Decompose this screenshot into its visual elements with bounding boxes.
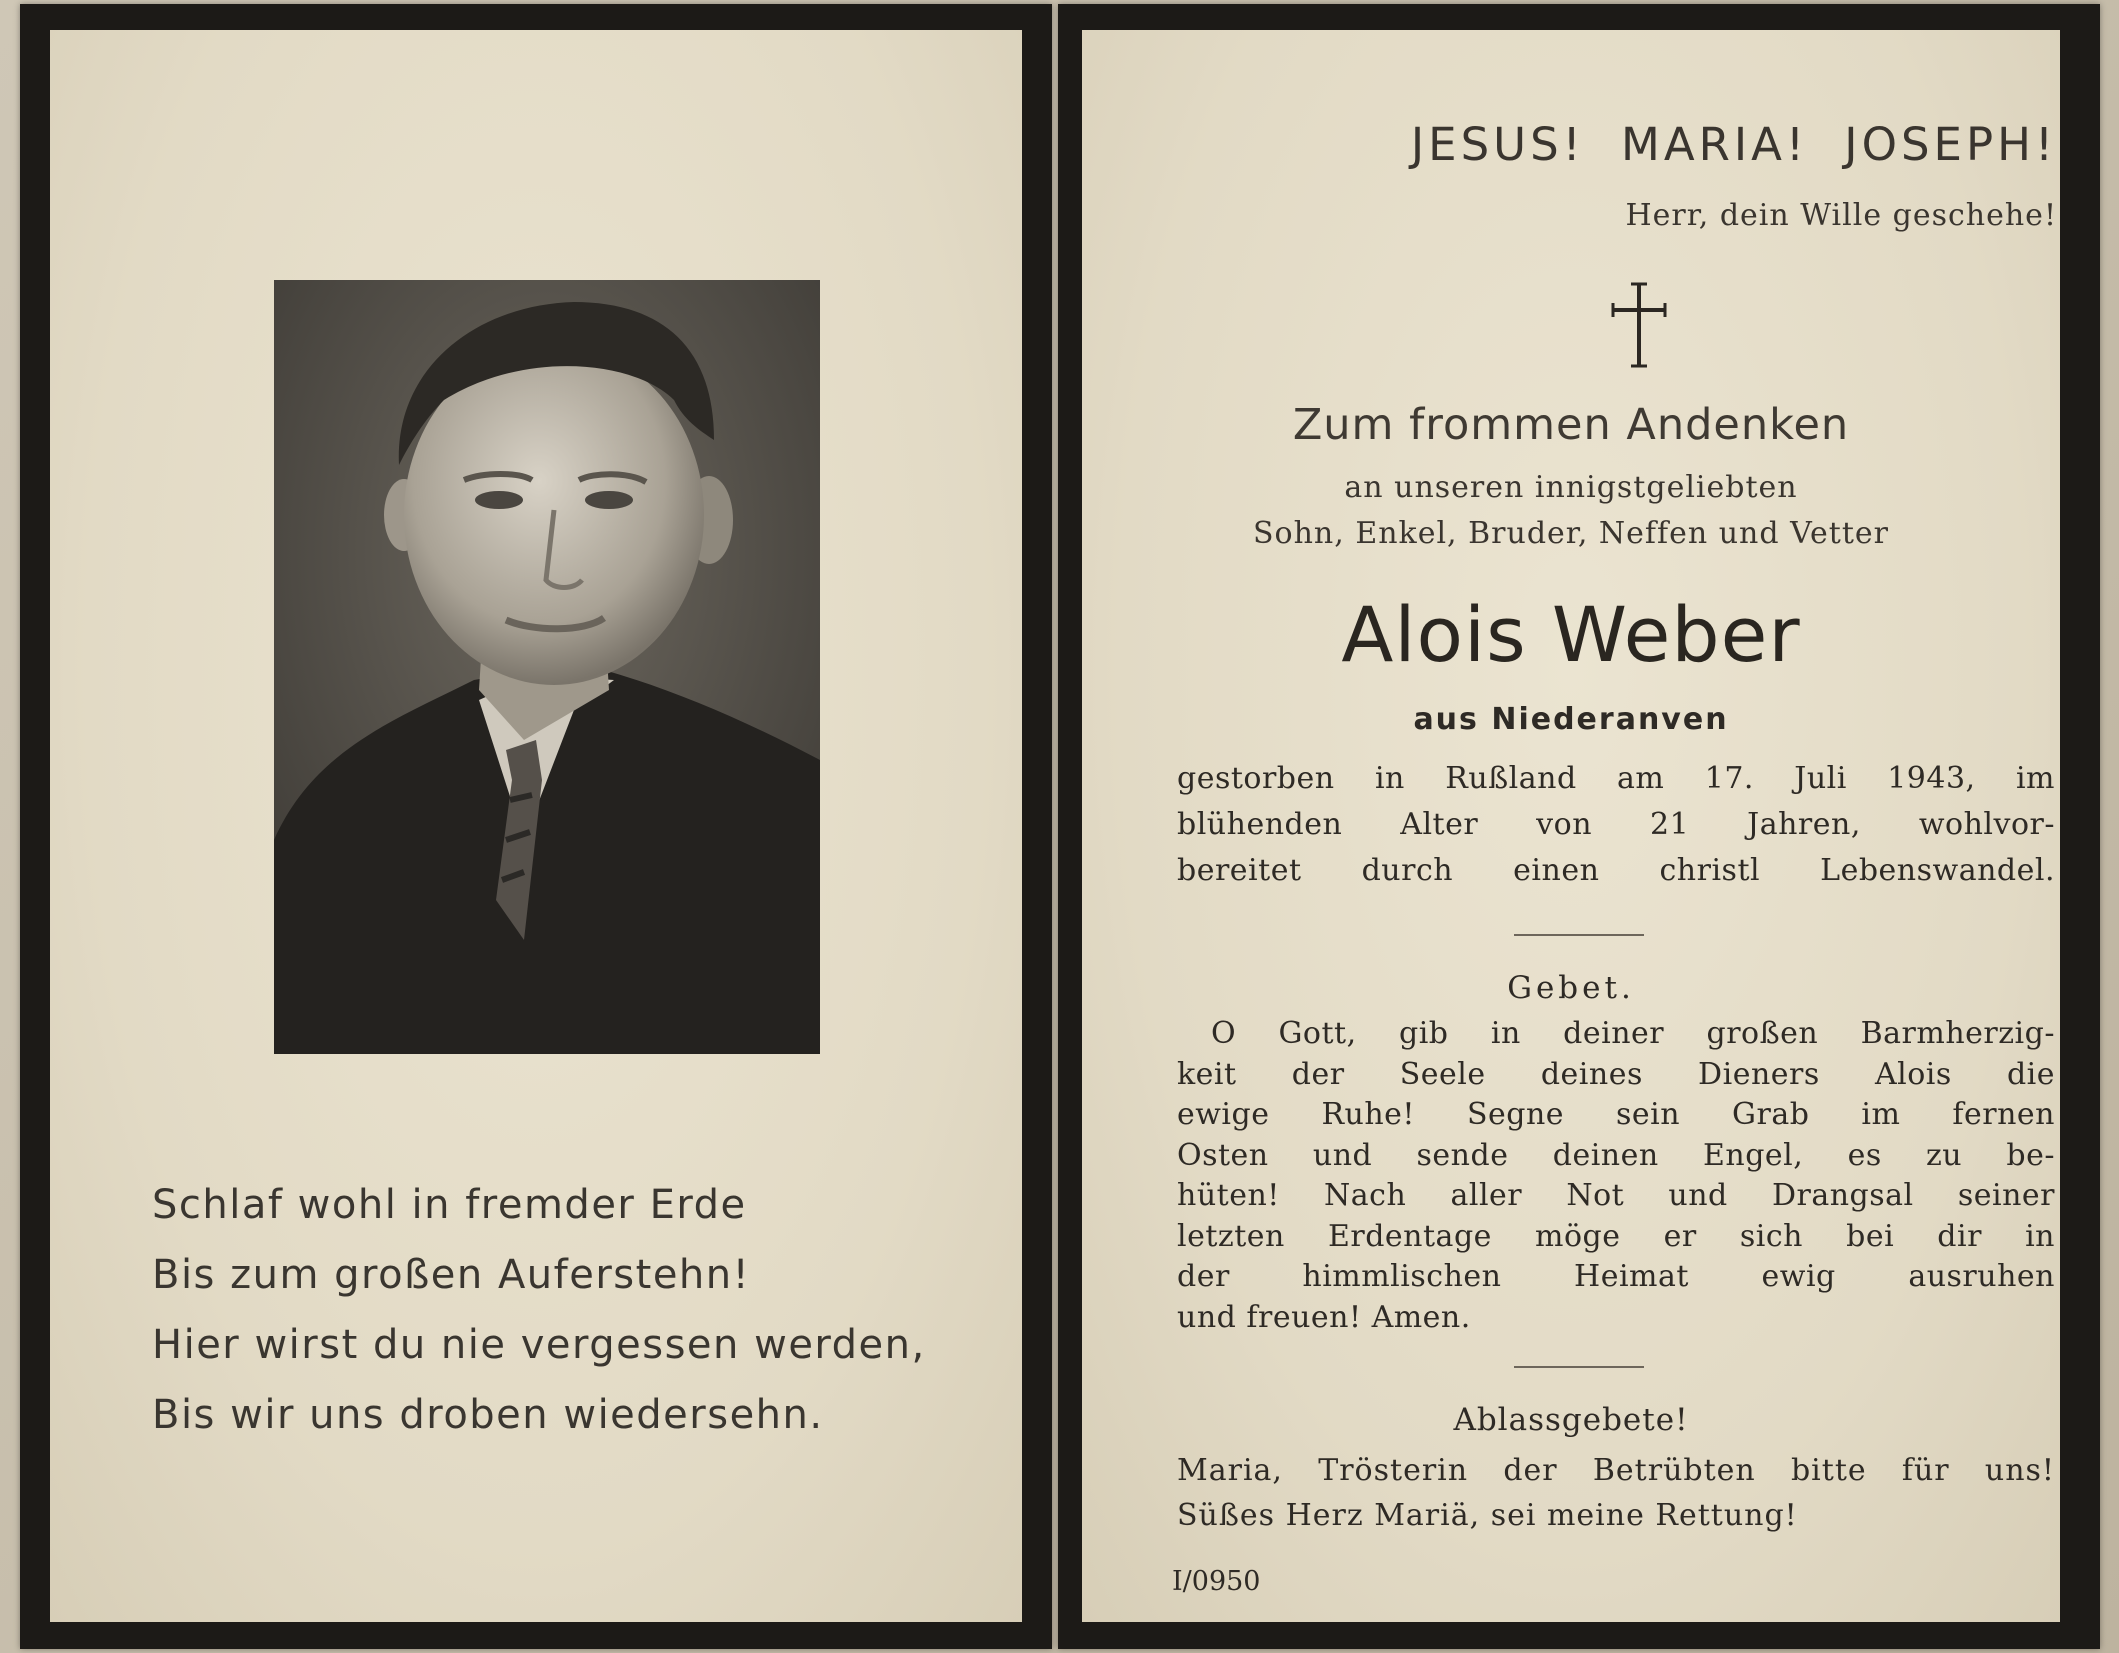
portrait-illustration	[274, 280, 820, 1054]
indulgence-line: Süßes Herz Mariä, sei meine Rettung!	[1177, 1498, 1798, 1533]
motto-heading: JESUS! MARIA! JOSEPH!	[1410, 118, 2057, 171]
left-card-border	[20, 4, 1052, 1649]
print-number: I/0950	[1172, 1566, 1261, 1597]
cross-icon	[1609, 282, 1669, 368]
verse-line: Schlaf wohl in fremder Erde	[152, 1182, 747, 1228]
divider	[1514, 1366, 1644, 1368]
prayer-line: Osten und sende deinen Engel, es zu be-	[1177, 1137, 2055, 1173]
andenken-heading: Zum frommen Andenken	[1292, 400, 1850, 450]
prayer-text	[1177, 1014, 2055, 1338]
prayer-title: Gebet.	[1507, 970, 1635, 1006]
right-card-border	[1058, 4, 2100, 1649]
right-card-paper	[1082, 30, 2060, 1622]
prayer-line: keit der Seele deines Dieners Alois die	[1177, 1056, 2055, 1092]
hometown: aus Niederanven	[1413, 702, 1729, 737]
memorial-verse	[152, 1170, 1012, 1450]
indulgence-prayers	[1177, 1448, 2055, 1538]
prayer-line: der himmlischen Heimat ewig ausruhen	[1177, 1259, 2055, 1294]
relations-line: Sohn, Enkel, Bruder, Neffen und Vetter	[1252, 516, 1889, 551]
deceased-name: Alois Weber	[1341, 590, 1801, 679]
death-line: gestorben in Rußland am 17. Juli 1943, im	[1177, 761, 2055, 796]
dedication-line: an unseren innigstgeliebten	[1344, 470, 1798, 505]
prayer-line: ewige Ruhe! Segne sein Grab im fernen	[1177, 1097, 2055, 1132]
wille-line: Herr, dein Wille geschehe!	[1625, 198, 2057, 233]
divider	[1514, 934, 1644, 936]
prayer-line: letzten Erdentage möge er sich bei dir in	[1177, 1218, 2055, 1254]
prayer-line: und freuen! Amen.	[1177, 1299, 1471, 1335]
verse-line: Bis zum großen Auferstehn!	[152, 1252, 751, 1298]
death-line: blühenden Alter von 21 Jahren, wohlvor-	[1177, 807, 2055, 842]
portrait-photo	[274, 280, 820, 1054]
prayer-line: O Gott, gib in deiner großen Barmherzig-	[1211, 1016, 2055, 1051]
death-line: bereitet durch einen christl Lebenswandel.	[1177, 853, 2055, 888]
death-notice	[1177, 756, 2055, 894]
indulgence-title: Ablassgebete!	[1453, 1402, 1689, 1438]
verse-line: Bis wir uns droben wiedersehn.	[152, 1392, 824, 1438]
indulgence-line: Maria, Trösterin der Betrübten bitte für uns!	[1177, 1453, 2055, 1488]
left-card-paper	[50, 30, 1022, 1622]
verse-line: Hier wirst du nie vergessen werden,	[152, 1322, 926, 1368]
prayer-line: hüten! Nach aller Not und Drangsal seiner	[1177, 1178, 2055, 1213]
